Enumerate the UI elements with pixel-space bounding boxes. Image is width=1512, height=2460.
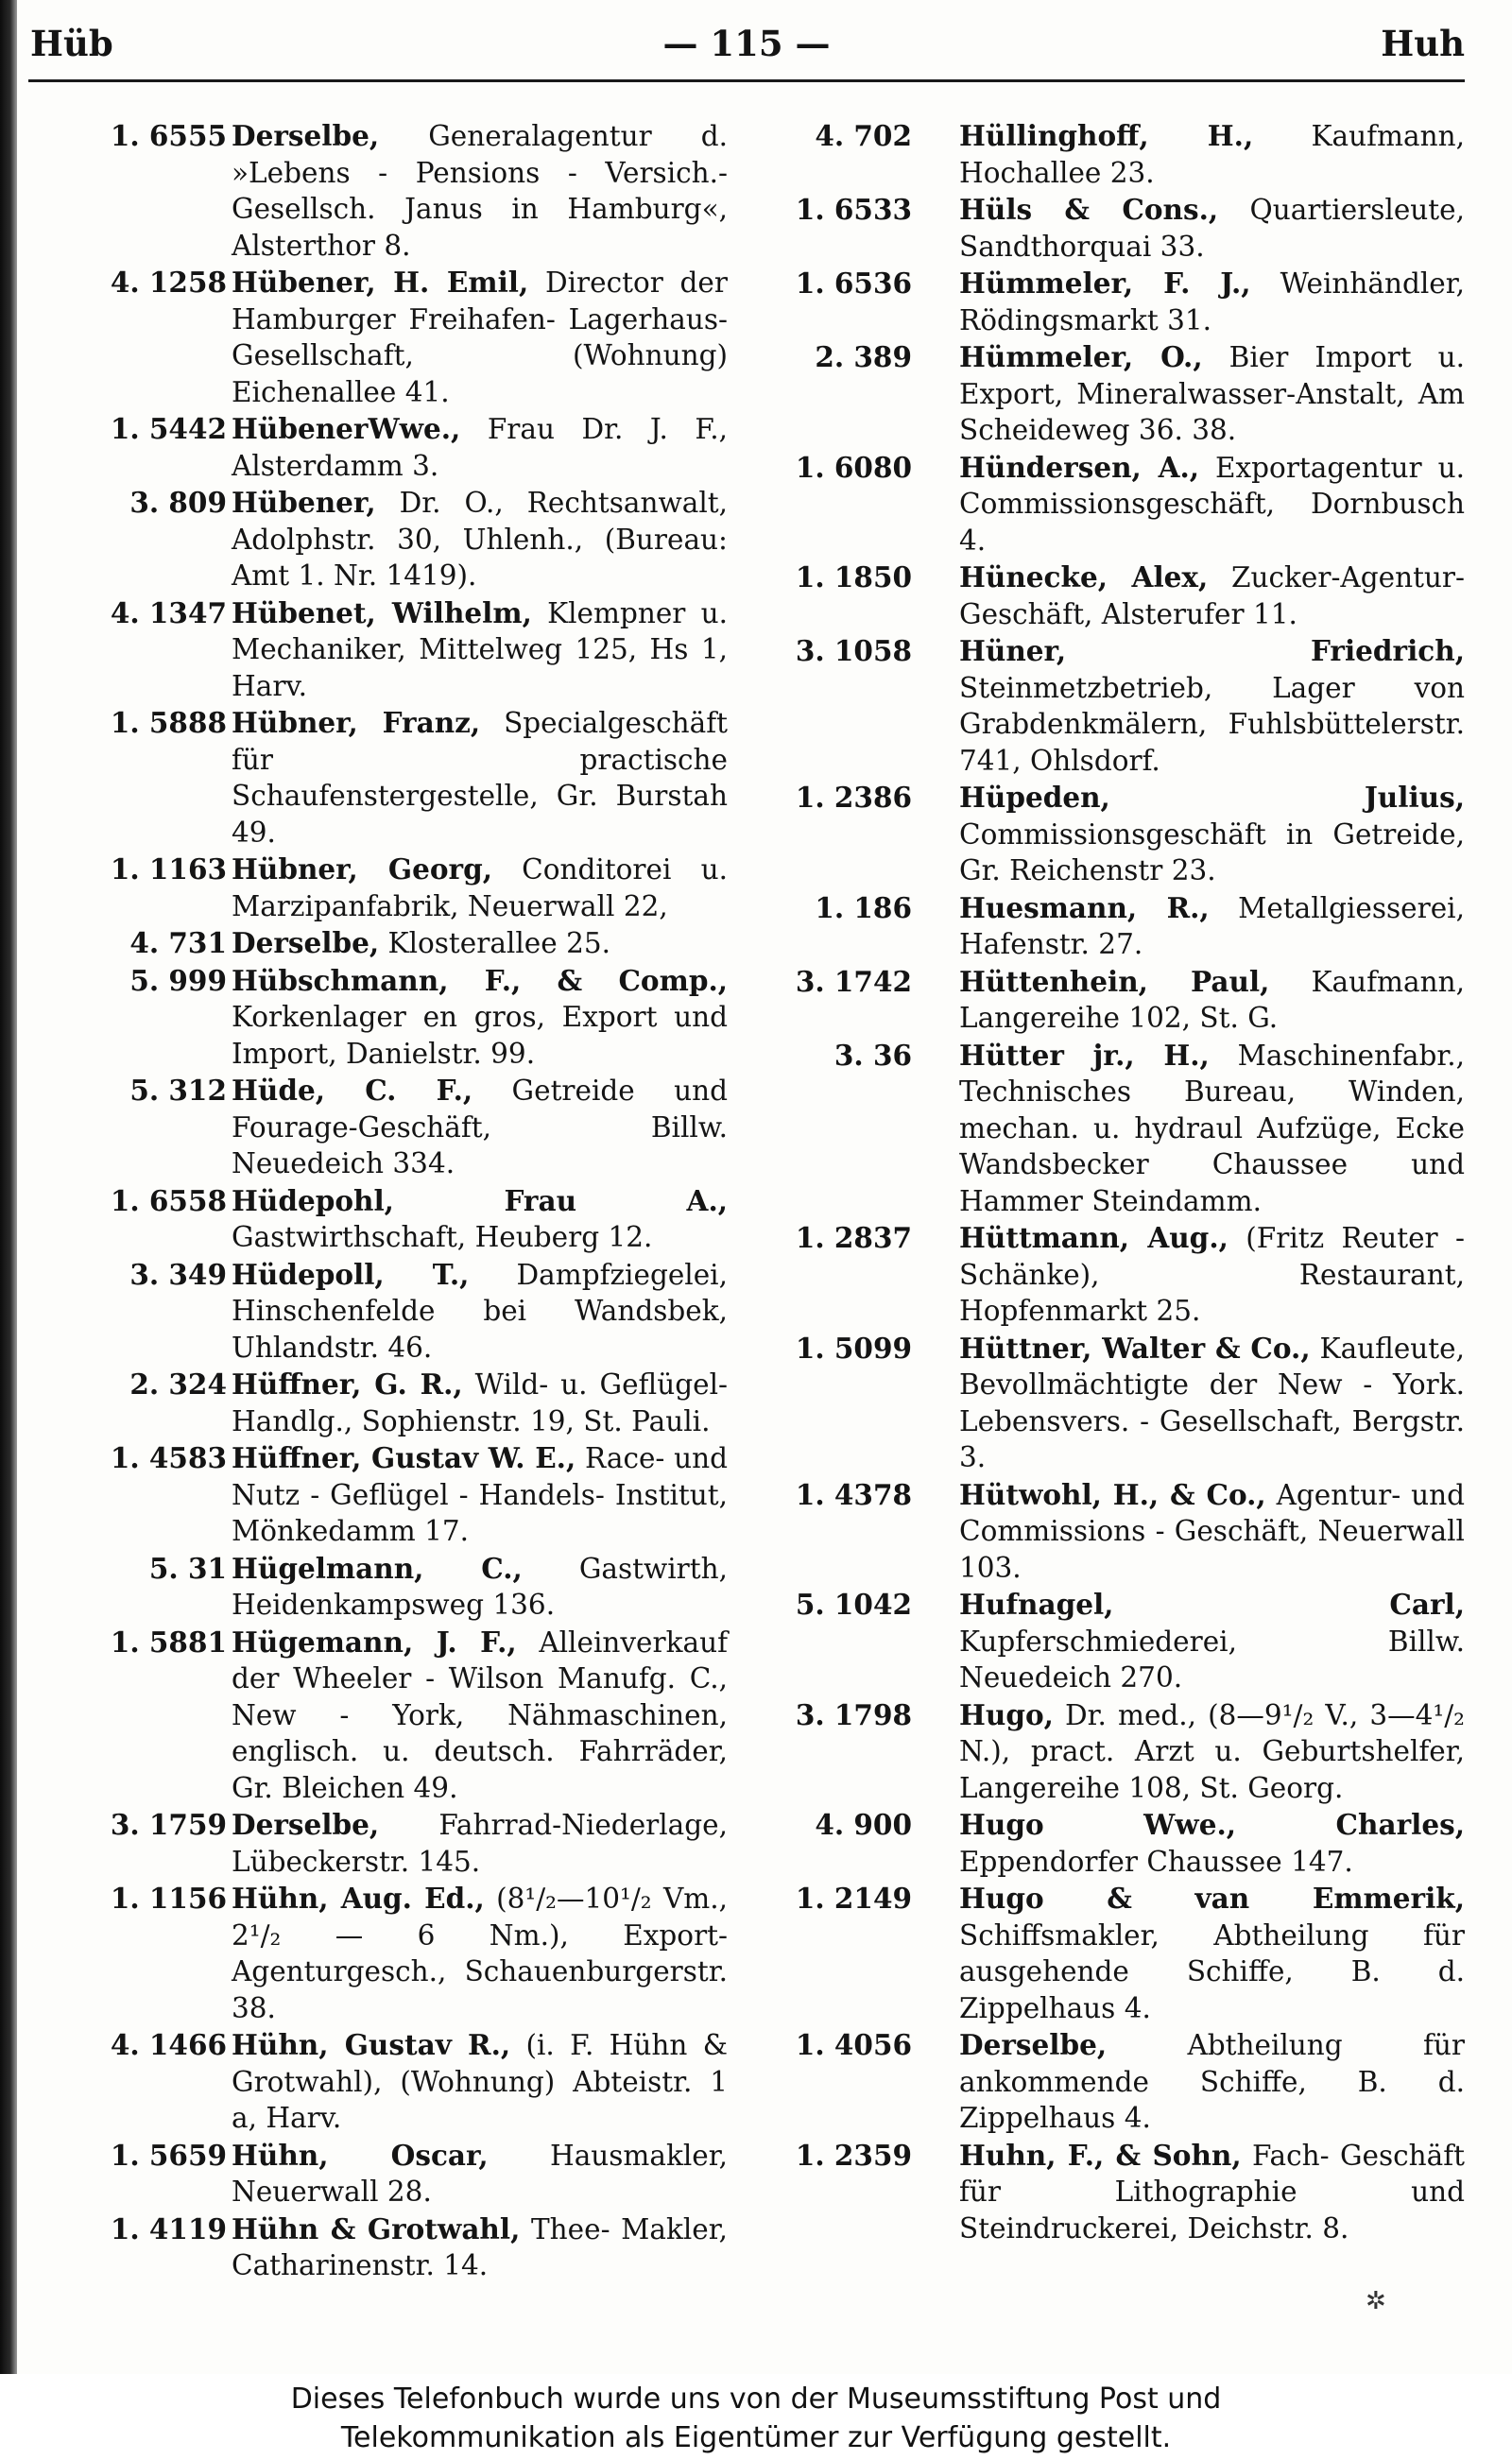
directory-entry bbox=[57, 1257, 728, 1367]
phone-number: 5. 31 bbox=[148, 1551, 227, 1585]
entry-details: Korkenlager en gros, Export und Import, Danielstr. 99. bbox=[232, 1001, 728, 1070]
phone-number: 5. 1042 bbox=[795, 1588, 912, 1621]
entry-text bbox=[959, 1881, 1465, 2026]
entry-text bbox=[959, 1807, 1465, 1880]
entry-name: Hufnagel, Carl, bbox=[959, 1588, 1465, 1621]
entry-text bbox=[959, 1587, 1465, 1696]
entry-text bbox=[959, 559, 1465, 632]
caption-line-2: Telekommunikation als Eigentümer zur Verfügung gestellt. bbox=[340, 2421, 1172, 2454]
entry-text bbox=[959, 1477, 1465, 1587]
entry-name: Hüttenhein, Paul, bbox=[959, 964, 1270, 998]
entry-text bbox=[232, 411, 728, 484]
directory-entry bbox=[770, 633, 1465, 779]
phone-number: 1. 4378 bbox=[795, 1477, 912, 1511]
phone-number: 1. 1850 bbox=[795, 560, 912, 593]
phone-number: 3. 36 bbox=[833, 1038, 912, 1072]
phone-number: 3. 1798 bbox=[795, 1697, 912, 1731]
entry-details: Fahrrad-Niederlage, Lübeckerstr. 145. bbox=[232, 1809, 728, 1878]
left-column bbox=[57, 118, 728, 2285]
directory-entry bbox=[770, 1220, 1465, 1330]
phone-number: 3. 1759 bbox=[110, 1808, 227, 1841]
phone-number: 1. 6080 bbox=[795, 450, 912, 484]
entry-text bbox=[959, 339, 1465, 449]
directory-entry bbox=[770, 1697, 1465, 1807]
phone-number: 1. 2149 bbox=[795, 1882, 912, 1915]
phone-number: 1. 5099 bbox=[795, 1331, 912, 1365]
directory-entry bbox=[57, 118, 728, 264]
entry-text bbox=[959, 118, 1465, 191]
entry-text bbox=[232, 2138, 728, 2211]
phone-number: 1. 1163 bbox=[110, 852, 227, 886]
entry-details: Quartiersleute, Sandthorquai 33. bbox=[959, 194, 1465, 263]
entry-name: Hühn, Aug. Ed., bbox=[232, 1882, 485, 1915]
entry-text bbox=[959, 1331, 1465, 1476]
entry-text bbox=[959, 450, 1465, 559]
entry-name: Hütwohl, H., & Co., bbox=[959, 1477, 1266, 1511]
directory-entry bbox=[770, 1038, 1465, 1220]
phone-number: 1. 6558 bbox=[110, 1183, 227, 1217]
directory-entry bbox=[57, 595, 728, 705]
entry-name: Hühn & Grotwahl, bbox=[232, 2211, 521, 2245]
entry-text bbox=[959, 890, 1465, 963]
phone-number: 4. 900 bbox=[815, 1808, 912, 1841]
header-left-keyword: Hüb bbox=[30, 23, 113, 64]
directory-entry bbox=[57, 1367, 728, 1439]
entry-text bbox=[959, 1220, 1465, 1330]
entry-name: Hübner, Franz, bbox=[232, 706, 481, 739]
entry-name: Hügelmann, C., bbox=[232, 1551, 523, 1585]
directory-entry bbox=[57, 2211, 728, 2284]
entry-name: Huesmann, R., bbox=[959, 890, 1210, 924]
entry-details: Steinmetzbetrieb, Lager von Grabdenkmälern, Fuhlsbüttelerstr. 741, Ohlsdorf. bbox=[959, 671, 1465, 777]
entry-name: Hübenet, Wilhelm, bbox=[232, 595, 532, 629]
entry-text bbox=[232, 852, 728, 924]
entry-details: Hausmakler, Neuerwall 28. bbox=[232, 2139, 728, 2208]
entry-name: Hüllinghoff, H., bbox=[959, 119, 1254, 152]
directory-entry bbox=[770, 118, 1465, 191]
phone-number: 1. 6533 bbox=[795, 193, 912, 226]
entry-details: Director der Hamburger Freihafen- Lagerhaus-Gesellschaft, (Wohnung) Eichenallee 41. bbox=[232, 267, 728, 408]
entry-text bbox=[232, 925, 728, 962]
entry-name: Hüffner, G. R., bbox=[232, 1368, 463, 1401]
phone-number: 1. 5888 bbox=[110, 706, 227, 739]
directory-entry bbox=[57, 411, 728, 484]
entry-details: Metallgiesserei, Hafenstr. 27. bbox=[959, 891, 1465, 960]
entry-details: Weinhändler, Rödingsmarkt 31. bbox=[959, 267, 1465, 336]
entry-details: Race- und Nutz - Geflügel - Handels- Institut, Mönkedamm 17. bbox=[232, 1442, 728, 1547]
entry-text bbox=[232, 1807, 728, 1880]
entry-text bbox=[959, 1038, 1465, 1220]
entry-text bbox=[959, 2138, 1465, 2247]
entry-text bbox=[232, 963, 728, 1073]
entry-text bbox=[232, 1625, 728, 1807]
entry-details: Dr. med., (8—9¹/₂ V., 3—4¹/₂ N.), pract. Arzt u. Geburtshelfer, Langereihe 108, St. Georg. bbox=[959, 1698, 1465, 1804]
phone-number: 3. 1742 bbox=[795, 964, 912, 998]
entry-details: Kaufleute, Bevollmächtigte der New - York. Lebensvers. - Gesellschaft, Bergstr. 3. bbox=[959, 1332, 1465, 1473]
entry-details: Wild- u. Geflügel-Handlg., Sophienstr. 19, St. Pauli. bbox=[232, 1368, 728, 1437]
entry-text bbox=[959, 964, 1465, 1037]
entry-text bbox=[232, 118, 728, 264]
directory-entry bbox=[770, 192, 1465, 265]
entry-name: Hugo & van Emmerik, bbox=[959, 1882, 1465, 1915]
entry-name: Hünecke, Alex, bbox=[959, 560, 1209, 593]
entry-name: Hüde, C. F., bbox=[232, 1074, 473, 1107]
entry-details: Maschinenfabr., Technisches Bureau, Winden, mechan. u. hydraul Aufzüge, Ecke Wandsbecker Chaussee und Hammer Steindamm. bbox=[959, 1039, 1465, 1217]
entry-details: Fach- Geschäft für Lithographie und Steindruckerei, Deichstr. 8. bbox=[959, 2139, 1465, 2245]
phone-number: 4. 1347 bbox=[110, 595, 227, 629]
phone-number: 1. 2359 bbox=[795, 2138, 912, 2172]
entry-name: Hüls & Cons., bbox=[959, 193, 1219, 226]
directory-entry bbox=[57, 2138, 728, 2211]
entry-text bbox=[232, 705, 728, 851]
phone-number: 1. 5659 bbox=[110, 2138, 227, 2172]
entry-name: Hütter jr., H., bbox=[959, 1038, 1210, 1072]
directory-entry bbox=[57, 1625, 728, 1807]
entry-name: Hugo Wwe., Charles, bbox=[959, 1808, 1465, 1841]
entry-name: Hübener, bbox=[232, 486, 376, 519]
directory-entry bbox=[770, 1587, 1465, 1696]
entry-name: Derselbe, bbox=[959, 2028, 1108, 2061]
directory-entry bbox=[57, 1183, 728, 1256]
directory-entry bbox=[770, 1477, 1465, 1587]
directory-entry bbox=[770, 559, 1465, 632]
entry-details: Kaufmann, Hochallee 23. bbox=[959, 120, 1465, 189]
caption-line-1: Dieses Telefonbuch wurde uns von der Museumsstiftung Post und bbox=[290, 2383, 1222, 2416]
entry-name: Hugo, bbox=[959, 1697, 1054, 1731]
directory-entry bbox=[770, 2027, 1465, 2137]
entry-details: Specialgeschäft für practische Schaufenstergestelle, Gr. Burstah 49. bbox=[232, 707, 728, 849]
entry-name: Hüpeden, Julius, bbox=[959, 781, 1465, 814]
entry-text bbox=[232, 2027, 728, 2137]
entry-details: (8¹/₂—10¹/₂ Vm., 2¹/₂ — 6 Nm.), Export- Agenturgesch., Schauenburgerstr. 38. bbox=[232, 1883, 728, 2024]
entry-text bbox=[232, 1257, 728, 1367]
entry-text bbox=[232, 1367, 728, 1439]
entry-name: Derselbe, bbox=[232, 1808, 380, 1841]
phone-number: 1. 2837 bbox=[795, 1221, 912, 1254]
entry-text bbox=[232, 485, 728, 594]
phone-number: 2. 389 bbox=[815, 340, 912, 373]
phone-number: 5. 999 bbox=[129, 963, 227, 997]
phone-number: 3. 349 bbox=[129, 1257, 227, 1291]
entry-details: Agentur- und Commissions - Geschäft, Neuerwall 103. bbox=[959, 1478, 1465, 1584]
entry-name: Hühn, Gustav R., bbox=[232, 2028, 511, 2061]
entry-text bbox=[959, 192, 1465, 265]
entry-name: Hübner, Georg, bbox=[232, 852, 492, 886]
entry-name: Hümmeler, F. J., bbox=[959, 267, 1251, 300]
book-spine-shadow bbox=[0, 0, 17, 2374]
page-number: — 115 — bbox=[662, 23, 831, 64]
entry-text bbox=[232, 595, 728, 705]
phone-number: 1. 4119 bbox=[110, 2211, 227, 2245]
directory-entry bbox=[770, 2138, 1465, 2247]
entry-details: Generalagentur d. »Lebens - Pensions - Versich.- Gesellsch. Janus in Hamburg«, Alsterthor 8. bbox=[232, 120, 728, 262]
directory-entry bbox=[770, 1331, 1465, 1476]
archive-caption bbox=[0, 2374, 1512, 2460]
entry-details: Abtheilung für ankommende Schiffe, B. d. Zippelhaus 4. bbox=[959, 2029, 1465, 2134]
entry-text bbox=[232, 2211, 728, 2284]
entry-name: Hüttner, Walter & Co., bbox=[959, 1331, 1311, 1365]
entry-text bbox=[959, 1697, 1465, 1807]
entry-details: Conditorei u. Marzipanfabrik, Neuerwall 22, bbox=[232, 853, 728, 922]
entry-details: Gastwirthschaft, Heuberg 12. bbox=[232, 1221, 653, 1253]
entry-details: Kupferschmiederei, Billw. Neuedeich 270. bbox=[959, 1625, 1465, 1694]
entry-text bbox=[959, 2027, 1465, 2137]
entry-text bbox=[232, 265, 728, 410]
directory-entry bbox=[57, 925, 728, 962]
entry-details: Zucker-Agentur-Geschäft, Alsterufer 11. bbox=[959, 561, 1465, 630]
entry-text bbox=[959, 633, 1465, 779]
entry-name: Hüdepohl, Frau A., bbox=[232, 1183, 728, 1217]
phone-number: 4. 1466 bbox=[110, 2028, 227, 2061]
entry-name: Hündersen, A., bbox=[959, 450, 1200, 484]
directory-entry bbox=[770, 1881, 1465, 2026]
phone-number: 4. 1258 bbox=[110, 266, 227, 299]
entry-text bbox=[232, 1881, 728, 2026]
phone-number: 1. 2386 bbox=[795, 781, 912, 814]
directory-entry bbox=[57, 1807, 728, 1880]
ink-mark: ✲ bbox=[1366, 2287, 1386, 2315]
directory-entry bbox=[57, 1073, 728, 1182]
header-rule bbox=[28, 79, 1465, 82]
directory-entry bbox=[57, 1881, 728, 2026]
directory-entry bbox=[57, 852, 728, 924]
entry-name: Hühn, Oscar, bbox=[232, 2138, 489, 2172]
entry-name: Huhn, F., & Sohn, bbox=[959, 2138, 1242, 2172]
header-right-keyword: Huh bbox=[1381, 23, 1465, 64]
directory-entry bbox=[770, 266, 1465, 338]
entry-name: Hügemann, J. F., bbox=[232, 1625, 517, 1659]
phone-number: 1. 186 bbox=[815, 890, 912, 924]
phone-number: 1. 1156 bbox=[110, 1882, 227, 1915]
entry-details: Dr. O., Rechtsanwalt, Adolphstr. 30, Uhlenh., (Bureau: Amt 1. Nr. 1419). bbox=[232, 487, 728, 592]
entry-name: Hüttmann, Aug., bbox=[959, 1221, 1228, 1254]
directory-entry bbox=[770, 450, 1465, 559]
entry-text bbox=[959, 780, 1465, 889]
directory-entry bbox=[770, 964, 1465, 1037]
phone-number: 1. 6536 bbox=[795, 267, 912, 300]
entry-name: Hüdepoll, T., bbox=[232, 1257, 470, 1291]
page-header bbox=[28, 17, 1465, 76]
entry-details: Gastwirth, Heidenkampsweg 136. bbox=[232, 1552, 728, 1621]
directory-entry bbox=[770, 1807, 1465, 1880]
entry-details: Alleinverkauf der Wheeler - Wilson Manufg. C., New - York, Nähmaschinen, englisch. u. deutsch. Fahrräder, Gr. Bleichen 49. bbox=[232, 1626, 728, 1804]
entry-details: Kaufmann, Langereihe 102, St. G. bbox=[959, 965, 1465, 1034]
directory-entry bbox=[57, 485, 728, 594]
entry-name: Hüffner, Gustav W. E., bbox=[232, 1441, 576, 1474]
directory-entry bbox=[770, 339, 1465, 449]
directory-entry bbox=[57, 2027, 728, 2137]
phone-number: 4. 731 bbox=[129, 926, 227, 959]
directory-entry bbox=[57, 963, 728, 1073]
entry-text bbox=[959, 266, 1465, 338]
entry-details: Exportagentur u. Commissionsgeschäft, Dornbusch 4. bbox=[959, 451, 1465, 557]
phone-number: 1. 4056 bbox=[795, 2028, 912, 2061]
directory-entry bbox=[57, 1440, 728, 1550]
entry-details: Getreide und Fourage-Geschäft, Billw. Neuedeich 334. bbox=[232, 1075, 728, 1179]
entry-text bbox=[232, 1551, 728, 1624]
phone-number: 1. 4583 bbox=[110, 1441, 227, 1474]
entry-details: (Fritz Reuter - Schänke), Restaurant, Hopfenmarkt 25. bbox=[959, 1222, 1465, 1327]
directory-entry bbox=[770, 780, 1465, 889]
entry-name: Hübener, H. Emil, bbox=[232, 266, 529, 299]
phone-number: 1. 5881 bbox=[110, 1625, 227, 1659]
entry-details: Klempner u. Mechaniker, Mittelweg 125, Hs 1, Harv. bbox=[232, 596, 728, 702]
entry-name: HübenerWwe., bbox=[232, 412, 461, 445]
entry-details: Commissionsgeschäft in Getreide, Gr. Reichenstr 23. bbox=[959, 817, 1465, 886]
entry-details: Thee- Makler, Catharinenstr. 14. bbox=[232, 2212, 728, 2281]
entry-text bbox=[232, 1440, 728, 1550]
entry-name: Derselbe, bbox=[232, 119, 380, 152]
entry-details: Klosterallee 25. bbox=[387, 927, 610, 959]
directory-entry bbox=[770, 890, 1465, 963]
phone-number: 1. 5442 bbox=[110, 412, 227, 445]
phone-number: 3. 809 bbox=[129, 486, 227, 519]
phone-number: 2. 324 bbox=[129, 1368, 227, 1401]
phone-number: 5. 312 bbox=[129, 1074, 227, 1107]
entry-name: Hüner, Friedrich, bbox=[959, 634, 1465, 667]
directory-entry bbox=[57, 705, 728, 851]
phone-number: 3. 1058 bbox=[795, 634, 912, 667]
phone-number: 1. 6555 bbox=[110, 119, 227, 152]
entry-name: Derselbe, bbox=[232, 926, 380, 959]
entry-details: Schiffsmakler, Abtheilung für ausgehende Schiffe, B. d. Zippelhaus 4. bbox=[959, 1918, 1465, 2024]
phone-number: 4. 702 bbox=[815, 119, 912, 152]
entry-details: Dampfziegelei, Hinschenfelde bei Wandsbek, Uhlandstr. 46. bbox=[232, 1258, 728, 1364]
entry-details: (i. F. Hühn & Grotwahl), (Wohnung) Abteistr. 1 a, Harv. bbox=[232, 2029, 728, 2134]
entry-details: Eppendorfer Chaussee 147. bbox=[959, 1845, 1353, 1878]
directory-entry bbox=[57, 1551, 728, 1624]
entry-name: Hübschmann, F., & Comp., bbox=[232, 963, 728, 997]
right-column bbox=[770, 118, 1465, 2247]
entry-details: Frau Dr. J. F., Alsterdamm 3. bbox=[232, 413, 728, 482]
entry-text bbox=[232, 1183, 728, 1256]
directory-entry bbox=[57, 265, 728, 410]
entry-details: Bier Import u. Export, Mineralwasser-Anstalt, Am Scheideweg 36. 38. bbox=[959, 341, 1465, 446]
entry-name: Hümmeler, O., bbox=[959, 340, 1203, 373]
entry-text bbox=[232, 1073, 728, 1182]
